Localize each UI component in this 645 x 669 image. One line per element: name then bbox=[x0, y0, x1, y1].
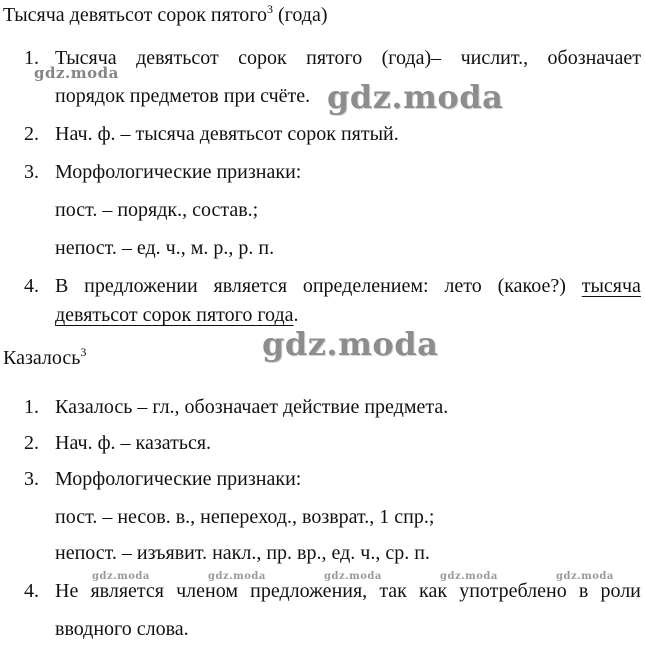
heading-2 bbox=[3, 346, 86, 370]
word: предложении bbox=[84, 275, 198, 297]
word: определением: bbox=[302, 275, 429, 297]
item-1-1-line2: порядок предметов при счёте. bbox=[55, 85, 311, 107]
watermark-tiny: gdz.moda bbox=[556, 571, 614, 582]
word: предложения, bbox=[250, 580, 368, 602]
word: является bbox=[90, 580, 164, 602]
watermark-tiny: gdz.moda bbox=[92, 571, 150, 582]
heading-1 bbox=[3, 3, 328, 27]
watermark-tiny: gdz.moda bbox=[324, 571, 382, 582]
word: членом bbox=[176, 580, 239, 602]
item-2-2-number: 2. bbox=[24, 432, 39, 454]
item-2-3-sub2: непост. – изъявит. накл., пр. вр., ед. ч., ср. п. bbox=[55, 542, 430, 564]
word: обозначает bbox=[547, 47, 641, 69]
item-2-3-text: Морфологические признаки: bbox=[55, 468, 302, 490]
heading-1-tail: (года) bbox=[273, 4, 328, 26]
item-1-1-number: 1. bbox=[24, 47, 39, 69]
word: числит., bbox=[460, 47, 529, 69]
underlined-phrase: девятьсот сорок пятого года bbox=[55, 304, 294, 326]
word: В bbox=[55, 275, 69, 297]
word: Не bbox=[55, 580, 79, 602]
watermark-tiny: gdz.moda bbox=[440, 571, 498, 582]
item-2-1-number: 1. bbox=[24, 396, 39, 418]
item-2-2-text: Нач. ф. – казаться. bbox=[55, 432, 212, 454]
word: употреблено bbox=[459, 580, 567, 602]
word: как bbox=[419, 580, 448, 602]
item-1-4-number: 4. bbox=[24, 275, 39, 297]
word: (года)– bbox=[381, 47, 442, 69]
word: является bbox=[213, 275, 288, 297]
item-1-3-number: 3. bbox=[24, 161, 39, 183]
word: лето bbox=[444, 275, 482, 297]
period: . bbox=[293, 304, 299, 326]
item-2-4-line2: вводного слова. bbox=[55, 618, 189, 640]
underlined-word: тысяча bbox=[581, 275, 641, 297]
word: роли bbox=[600, 580, 641, 602]
word: Тысяча bbox=[55, 47, 117, 69]
item-1-4-line2 bbox=[55, 303, 299, 327]
word: сорок bbox=[238, 47, 287, 69]
heading-1-sup: 3 bbox=[267, 2, 273, 16]
item-2-3-sub1: пост. – несов. в., неперeход., возврат., 1 спр.; bbox=[55, 506, 435, 528]
item-2-4-line1 bbox=[55, 579, 641, 603]
item-1-2-number: 2. bbox=[24, 123, 39, 145]
watermark-tiny: gdz.moda bbox=[208, 571, 266, 582]
heading-2-sup: 3 bbox=[80, 345, 87, 359]
item-1-4-line1 bbox=[55, 274, 641, 298]
item-2-4-number: 4. bbox=[24, 580, 39, 602]
watermark-small: gdz.moda bbox=[34, 64, 119, 82]
heading-1-text: Тысяча девятьсот сорок пятого bbox=[3, 4, 267, 26]
watermark-large: gdz.moda bbox=[262, 325, 439, 363]
word: в bbox=[578, 580, 589, 602]
word: так bbox=[379, 580, 407, 602]
item-1-3-text: Морфологические признаки: bbox=[55, 161, 302, 183]
item-1-2-text: Нач. ф. – тысяча девятьсот сорок пятый. bbox=[55, 123, 399, 145]
word: (какое?) bbox=[497, 275, 566, 297]
item-1-3-sub2: непост. – ед. ч., м. р., р. п. bbox=[55, 237, 275, 259]
item-2-1-text: Казалось – гл., обозначает действие предмета. bbox=[55, 396, 449, 418]
word: пятого bbox=[306, 47, 363, 69]
item-1-1-line1 bbox=[55, 46, 641, 70]
item-1-3-sub1: пост. – порядк., состав.; bbox=[55, 199, 259, 221]
item-2-3-number: 3. bbox=[24, 468, 39, 490]
heading-2-text: Казалось bbox=[3, 347, 81, 369]
watermark-large: gdz.moda bbox=[327, 78, 504, 116]
word: девятьсот bbox=[136, 47, 219, 69]
